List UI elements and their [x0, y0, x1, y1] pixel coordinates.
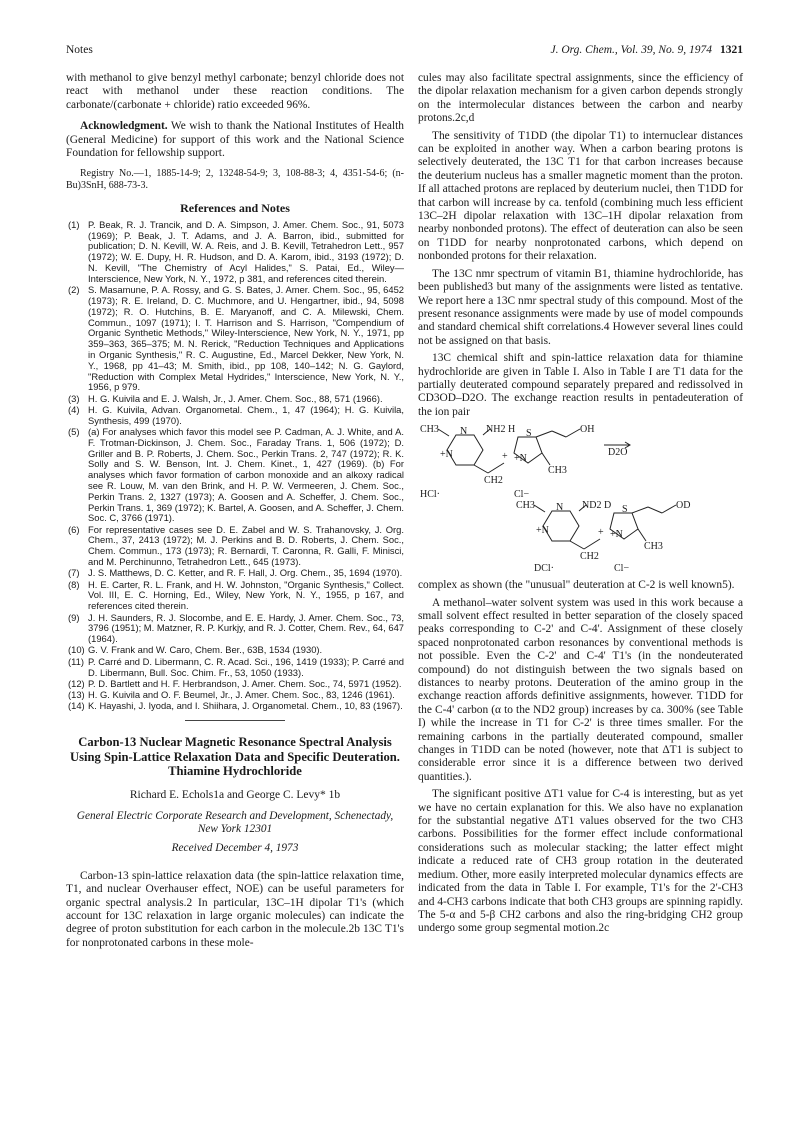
reference-number: (11)	[68, 655, 84, 667]
struct-h-label: H	[508, 424, 516, 436]
reference-text: P. D. Bartlett and H. F. Herbrandson, J. Amer. Chem. Soc., 74, 5971 (1952).	[88, 677, 402, 689]
struct-n-label: N	[460, 426, 468, 438]
reference-number: (9)	[68, 611, 80, 623]
article-authors: Richard E. Echols1a and George C. Levy* 1b	[129, 788, 341, 801]
reference-item	[66, 690, 404, 701]
reference-number: (5)	[68, 425, 80, 437]
paragraph-vitamin-b1: The 13C nmr spectrum of vitamin B1, thiamine hydrochloride, has been published3 but many of the assignments were listed as tentative. We report here a 13C nmr spectral study of this compound. Most of the present resonance assignments were made by use of model compounds and standard chemical shift correlations.4 However several lines could not be assigned on that basis.	[418, 267, 743, 347]
reagent-label: D2O	[608, 447, 628, 459]
struct-ch2-label: CH2	[484, 475, 503, 487]
thiamine-deuteration-scheme	[418, 423, 743, 573]
carry-over-paragraph: with methanol to give benzyl methyl carbonate; benzyl chloride does not react with methanol under these reaction conditions. The carbonate/(carbonate + chloride) ratio exceeded 96%.	[66, 72, 404, 111]
struct-ch3-label: CH3	[420, 424, 439, 436]
struct2-ch3b-label: CH3	[644, 541, 663, 553]
reference-number: (4)	[68, 403, 80, 415]
struct2-d-label: D	[604, 500, 612, 512]
paragraph-solvent-system: A methanol–water solvent system was used in this work because a small solvent effect resulted in better separation of the closely spaced peaks corresponding to C-2' and C-4'. Assignment of these closely spaced nonprotonated carbon resonances by conventional methods is not possible. Even the C-2' and C-4' T1's (in the nondeuterated compound) do not distinguish between the two signals based on distances to nearby protons. Deuteration of the amino group in the exchange reaction affords definitive assignments, however. T1DD for the C-4' carbon (α to the ND2 group) increases by ca. 300% (see Table I) while the increase in T1 for C-2' is three times smaller. For the remaining carbons in the partially deuterated compound, smaller changes in T1DD can be noted (however, note that ΔT1 is subject to considerable error since it is a difference between two derived quantities.).	[418, 596, 743, 783]
section-label: Notes	[66, 44, 93, 56]
reference-number: (8)	[68, 578, 80, 590]
struct-nh2-label: NH2	[486, 424, 506, 436]
reference-number: (12)	[68, 677, 85, 689]
left-column	[66, 72, 404, 954]
reference-text: H. E. Carter, R. L. Frank, and H. W. Johnston, "Organic Synthesis," Collect. Vol. III, E. C. Horning, Ed., Wiley, New York, N. Y., 1955, p 167, and references cited therein.	[88, 578, 404, 612]
reference-item	[66, 568, 404, 579]
structure-drawing	[418, 423, 743, 573]
reference-number: (3)	[68, 392, 80, 404]
reference-item	[66, 580, 404, 612]
registry-numbers: Registry No.—1, 1885-14-9; 2, 13248-54-9; 3, 108-88-3; 4, 4351-54-6; (n-Bu)3SnH, 688-73-3.	[66, 168, 404, 192]
paragraph-delta-t1: The significant positive ΔT1 value for C-4 is interesting, but as yet we have no certain explanation for this. We also have no explanation for the substantial negative ΔT1 values observed for the two CH3 carbons. Possibilities for the former effect include conformational considerations such as molecular stacking; the latter effect might indicate a reduced rate of CH3 group rotation in the deuterated medium. Other, more easily interpreted molecular dynamics effects are indicated from the data in Table I. For example, T1's for the 2'-CH3 and 4-CH3 carbons indicate that both CH3 groups are spinning rapidly. The 5-α and 5-β CH2 carbons and also the ring-bridging CH2 group undergo some group segmental motion.2c	[418, 788, 743, 935]
reference-number: (7)	[68, 567, 80, 579]
reference-item	[66, 394, 404, 405]
article-affiliation: General Electric Corporate Research and Development, Schenectady, New York 12301	[76, 810, 394, 836]
reference-text: H. G. Kuivila, Advan. Organometal. Chem., 1, 47 (1964); H. G. Kuivila, Synthesis, 499 (1970).	[88, 403, 404, 426]
struct-cl-label: Cl−	[514, 489, 530, 501]
struct2-cl-label: Cl−	[614, 563, 630, 574]
reference-text: For representative cases see D. E. Zabel and W. S. Trahanovsky, J. Org. Chem., 37, 2413 (1972); M. J. Perkins and B. D. Roberts, J. Chem. Soc., Chem. Commun., 173 (1973); R. Bernardi, T. Caronna, R. Galli, F. Minisci, and M. Perchinunno, Tetrahedron Lett., 645 (1973).	[88, 523, 404, 568]
reference-number: (1)	[68, 218, 80, 230]
reference-item	[66, 220, 404, 285]
reference-number: (14)	[68, 700, 85, 712]
reference-item	[66, 427, 404, 524]
received-date: Received December 4, 1973	[171, 842, 299, 855]
reference-text: G. V. Frank and W. Caro, Chem. Ber., 63B, 1534 (1930).	[88, 644, 323, 656]
reference-text: P. Beak, R. J. Trancik, and D. A. Simpson, J. Amer. Chem. Soc., 91, 5073 (1969); P. Beak, J. T. Adams, and J. A. Barron, ibid., submitted for publication; D. N. Kevill, W. A. Reis, and J. B. Kevill, Tetrahedron Lett., 957 (1972); W. E. Dupy, H. R. Hudson, and D. A. Karom, ibid., 3193 (1972); D. N. Kevill, "The Chemistry of Acyl Halides," S. Patai, Ed., Wiley—Interscience, New York, N. Y., 1972, p 381, and references cited therein.	[88, 218, 404, 284]
struct-nplus-label: +N	[440, 449, 453, 461]
struct2-n-label: N	[556, 502, 564, 514]
struct-s-label: S	[526, 428, 532, 440]
struct-ch3b-label: CH3	[548, 465, 567, 477]
reference-text: (a) For analyses which favor this model see P. Cadman, A. J. White, and A. F. Trotman-Dickinson, J. Chem. Soc., Faraday Trans. 1, 506 (1972); D. Griller and B. P. Roberts, J. Chem. Soc., Perkin Trans. 2, 747 (1972); R. K. Solly and S. W. Benson, Int. J. Chem. Kinet., 1, 427 (1969). (b) For analyses which favor formation of carbon monoxide and an alkoxy radical see R. Louw, M. van den Brink, and H. P. W. Vermeeren, J. Chem. Soc., Perkin Trans. 2, 1327 (1973); A. Goosen and A. Scheffer, J. Chem. Soc., Perkin Trans. 1, 369 (1972); K. Bartel, A. Goosen, and A. Scheffer, J. Chem. Soc. C, 3766 (1971).	[88, 425, 404, 524]
page-number: 1321	[720, 44, 743, 56]
paragraph-continuation: cules may also facilitate spectral assignments, since the efficiency of the dipolar relaxation mechanism for a given carbon depends strongly on the intermolecular distances between the carbon and nearby protons.2c,d	[418, 72, 743, 125]
paragraph-relaxation-data: 13C chemical shift and spin-lattice relaxation data for thiamine hydrochloride are given in Table I. Also in Table I are T1 data for the partially deuterated compound separately prepared and redissolved in CD3OD–D2O. The exchange reaction results in pentadeuteration of the ion pair	[418, 352, 743, 418]
reference-number: (6)	[68, 523, 80, 535]
paragraph-complex: complex as shown (the "unusual" deuteration at C-2 is well known5).	[418, 579, 735, 592]
article-divider	[185, 720, 285, 721]
struct2-plus-label: +	[598, 527, 604, 539]
acknowledgment-heading: Acknowledgment.	[80, 120, 168, 133]
struct2-s-label: S	[622, 504, 628, 516]
right-column	[418, 72, 743, 940]
reference-item	[66, 657, 404, 679]
reference-text: S. Masamune, P. A. Rossy, and G. S. Bates, J. Amer. Chem. Soc., 95, 6452 (1973); R. E. Ireland, D. C. Muchmore, and U. Hengartner, ibid., 94, 5098 (1972); R. O. Hutchins, B. E. Maryanoff, and C. A. Milewski, Chem. Commun., 1097 (1971); I. T. Harrison and S. Harrison, "Compendium of Organic Synthetic Methods," Wiley-Interscience, New York, N. Y., 1971, pp 359–363, 365–375; M. N. Rerick, "Reduction Techniques and Applications in Organic Synthesis," R. C. Augustine, Ed., Marcel Dekker, New York, N. Y., 1968, pp 41–43; M. Smith, ibid., pp 108, 140–142; N. G. Gaylord, "Reduction with Complex Metal Hydrides," Interscience, New York, N. Y., 1956, p 979.	[88, 284, 404, 393]
reference-item	[66, 645, 404, 656]
reference-text: P. Carré and D. Libermann, C. R. Acad. Sci., 196, 1419 (1933); P. Carré and D. Libermann, Bull. Soc. Chim. Fr., 53, 1050 (1933).	[88, 655, 404, 678]
reference-item	[66, 405, 404, 427]
struct-nplus2-label: +N	[514, 453, 527, 465]
reference-item	[66, 285, 404, 393]
acknowledgment-text: We wish to thank the National Institutes of Health (General Medicine) for support of this work and the National Science Foundation for fellowship support.	[66, 120, 404, 160]
struct2-nplus2-label: +N	[610, 529, 623, 541]
reference-number: (10)	[68, 644, 85, 656]
struct-hcl-label: HCl·	[420, 489, 440, 501]
struct2-dcl-label: DCl·	[534, 563, 554, 574]
reference-item	[66, 525, 404, 568]
reference-text: H. G. Kuivila and O. F. Beumel, Jr., J. Amer. Chem. Soc., 83, 1246 (1961).	[88, 689, 395, 701]
struct2-ch2-label: CH2	[580, 551, 599, 563]
reference-number: (13)	[68, 689, 85, 701]
reference-text: H. G. Kuivila and E. J. Walsh, Jr., J. Amer. Chem. Soc., 88, 571 (1966).	[88, 392, 383, 404]
reference-item	[66, 613, 404, 645]
reference-text: J. H. Saunders, R. J. Slocombe, and E. E. Hardy, J. Amer. Chem. Soc., 73, 3796 (1951); M. Matzner, R. P. Kurkjy, and R. J. Cotter, Chem. Rev., 64, 647 (1964).	[88, 611, 404, 645]
struct-plus-label: +	[502, 451, 508, 463]
struct2-nplus-label: +N	[536, 525, 549, 537]
reference-text: K. Hayashi, J. Iyoda, and I. Shiihara, J. Organometal. Chem., 10, 83 (1967).	[88, 700, 403, 712]
struct2-nd2-label: ND2	[582, 500, 602, 512]
journal-citation	[550, 44, 743, 56]
acknowledgment	[66, 120, 404, 160]
struct2-od-label: OD	[676, 500, 691, 512]
reference-text: J. S. Matthews, D. C. Ketter, and R. F. Hall, J. Org. Chem., 35, 1694 (1970).	[88, 567, 403, 579]
references-heading: References and Notes	[180, 201, 290, 216]
running-header	[66, 44, 743, 60]
introduction-paragraph: Carbon-13 spin-lattice relaxation data (the spin-lattice relaxation time, T1, and nuclear Overhauser effect, NOE) can be useful parameters for organic spectral analysis.2 In particular, 13C–1H dipolar T1's (which account for 13C relaxation in large organic molecules) can indicate the degree of proton substitution for each carbon in the molecule.2b 13C T1's for nonprotonated carbons in these mole-	[66, 869, 404, 949]
reference-item	[66, 679, 404, 690]
paragraph-dipolar-sensitivity: The sensitivity of T1DD (the dipolar T1) to internuclear distances can be exploited in another way. When a carbon bearing protons is selectively deuterated, the 13C T1 for that carbon increases because the deuterium nucleus has a smaller magnetic moment than the proton. If all attached protons are replaced by deuterium nuclei, then T1DD for that carbon will increase by ca. tenfold (combining much less efficient 13C–2H dipolar relaxation with 13C–1H dipolar relaxation from nearby nonbonded protons). The effect of deuteration can also be seen on T1DD for nearby nonprotonated carbons, which depend on nonbonded protons for their relaxation.	[418, 129, 743, 263]
journal-name: J. Org. Chem., Vol. 39, No. 9, 1974	[550, 44, 712, 56]
references-list	[66, 220, 404, 712]
reference-item	[66, 701, 404, 712]
reference-number: (2)	[68, 284, 80, 296]
struct-oh-label: OH	[580, 424, 595, 436]
struct2-ch3-label: CH3	[516, 500, 535, 512]
article-title: Carbon-13 Nuclear Magnetic Resonance Spectral Analysis Using Spin-Lattice Relaxation Data and Specific Deuteration. Thiamine Hydrochloride	[70, 735, 400, 779]
